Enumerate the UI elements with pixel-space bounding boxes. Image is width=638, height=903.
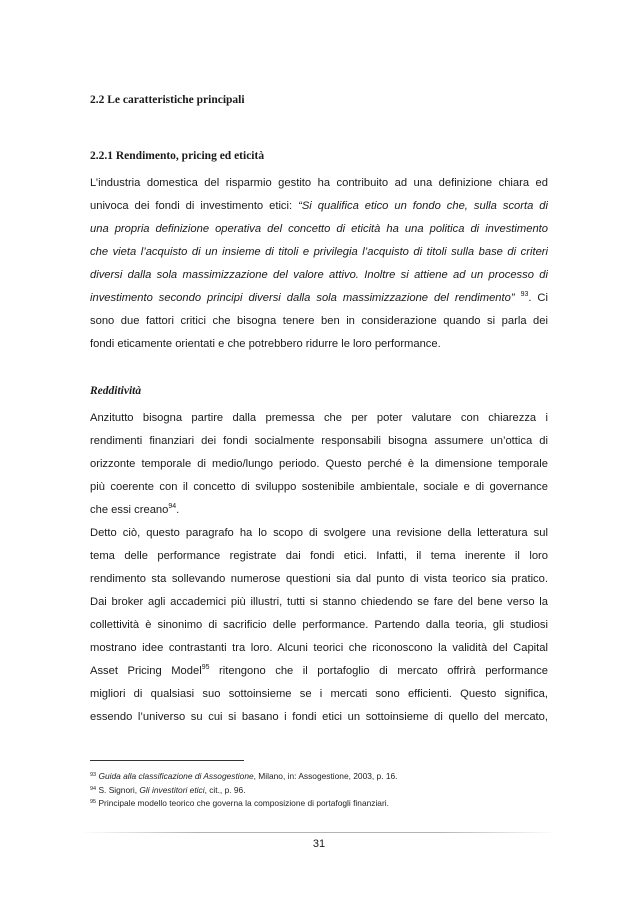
text-line: Dai broker agli accademici più illustri, tutti si stanno chiedendo se fare del bene verso la — [90, 596, 548, 608]
quote-line: che vieta l’acquisto di un insieme di titoli e privilegia l’acquisto di titoli sulla base di criteri — [90, 246, 548, 258]
subsection-heading: 2.2.1 Rendimento, pricing ed eticità — [90, 150, 265, 162]
page-number: 31 — [312, 838, 326, 850]
quote-span: “Si qualifica etico un fondo che, sulla scorta di — [298, 200, 548, 212]
text-span: univoca dei fondi di investimento etici: — [90, 200, 299, 212]
text-line: fondi eticamente orientati e che potrebbero ridurre le loro performance. — [90, 338, 441, 350]
footnote-text: , Milano, in: Assogestione, 2003, p. 16. — [253, 771, 398, 781]
page-footer-rule — [80, 832, 558, 833]
section-heading: 2.2 Le caratteristiche principali — [90, 94, 245, 106]
footnote-number: 93 — [90, 772, 97, 778]
text-span: . — [176, 504, 180, 516]
text-line: rendimenti finanziari dei fondi socialmente responsabili bisogna assumere un’ottica di — [90, 435, 548, 447]
quote-line: diversi dalla sola massimizzazione del valore attivo. Inoltre si attiene ad un processo di — [90, 269, 548, 281]
text-line: Anzitutto bisogna partire dalla premessa che per poter valutare con chiarezza i — [90, 412, 548, 424]
footnote-ref[interactable]: 94 — [168, 503, 177, 510]
footnote-text: Principale modello teorico che governa la composizione di portafogli finanziari. — [96, 798, 389, 808]
text-span: Asset Pricing Model — [90, 665, 202, 677]
text-span: . Ci — [528, 292, 548, 304]
paragraph-intro — [90, 172, 548, 356]
footnote-93 — [90, 770, 398, 784]
text-line — [90, 195, 548, 218]
text-span: che essi creano — [90, 504, 169, 516]
quote-line: una propria definizione operativa del concetto di eticità ha una politica di investimento — [90, 223, 548, 235]
redditivita-title: Redditività — [90, 385, 142, 397]
text-line: sono due fattori critici che bisogna tenere ben in considerazione quando si parla dei — [90, 315, 548, 327]
footnote-ref[interactable]: 95 — [201, 664, 210, 671]
text-line — [90, 287, 548, 310]
text-line — [90, 499, 548, 522]
paragraph-redditivita — [90, 407, 548, 522]
text-line: più coerente con il concetto di sviluppo sostenibile ambientale, sociale e di governance — [90, 481, 548, 493]
footnote-95 — [90, 797, 398, 811]
text-line — [90, 660, 548, 683]
text-line: orizzonte temporale di medio/lungo periodo. Questo perché è la dimensione temporale — [90, 458, 548, 470]
footnote-ref[interactable]: 93 — [520, 291, 529, 298]
text-line: rendimento sta sollevando numerose questioni sia dal punto di vista teorico sia pratico. — [90, 573, 548, 585]
text-line: mostrano idee contrastanti tra loro. Alcuni teorici che riconoscono la validità del Capital — [90, 642, 548, 654]
footnote-title: Guida alla classificazione di Assogestione — [98, 771, 254, 781]
footnote-title: Gli investitori etici — [139, 784, 205, 795]
text-line: Detto ciò, questo paragrafo ha lo scopo di svolgere una revisione della letteratura sul — [90, 527, 548, 539]
quote-span: investimento secondo principi diversi dalla sola massimizzazione del rendimento” — [90, 292, 521, 304]
footnote-text: S. Signori, — [96, 784, 140, 795]
text-line: essendo l’universo su cui si basano i fondi etici un sottoinsieme di quello del mercato, — [90, 711, 548, 723]
text-line: tema delle performance registrate dai fondi etici. Infatti, il tema inerente il loro — [90, 550, 548, 562]
text-span: ritengono che il portafoglio di mercato offrirà performance — [209, 665, 548, 677]
footnote-94 — [90, 784, 398, 798]
footnotes — [90, 770, 398, 811]
footnote-text: , cit., p. 96. — [204, 784, 246, 795]
text-line: collettività è sinonimo di sacrificio delle performance. Partendo dalla teoria, gli studiosi — [90, 619, 548, 631]
paragraph-literature — [90, 522, 548, 729]
footnote-number: 94 — [90, 785, 97, 792]
text-line: migliori di qualsiasi suo sottoinsieme se i mercati sono efficienti. Questo significa, — [90, 688, 548, 700]
footnote-separator — [90, 760, 244, 761]
text-line: L’industria domestica del risparmio gestito ha contribuito ad una definizione chiara ed — [90, 177, 548, 189]
footnote-number: 95 — [90, 799, 97, 805]
